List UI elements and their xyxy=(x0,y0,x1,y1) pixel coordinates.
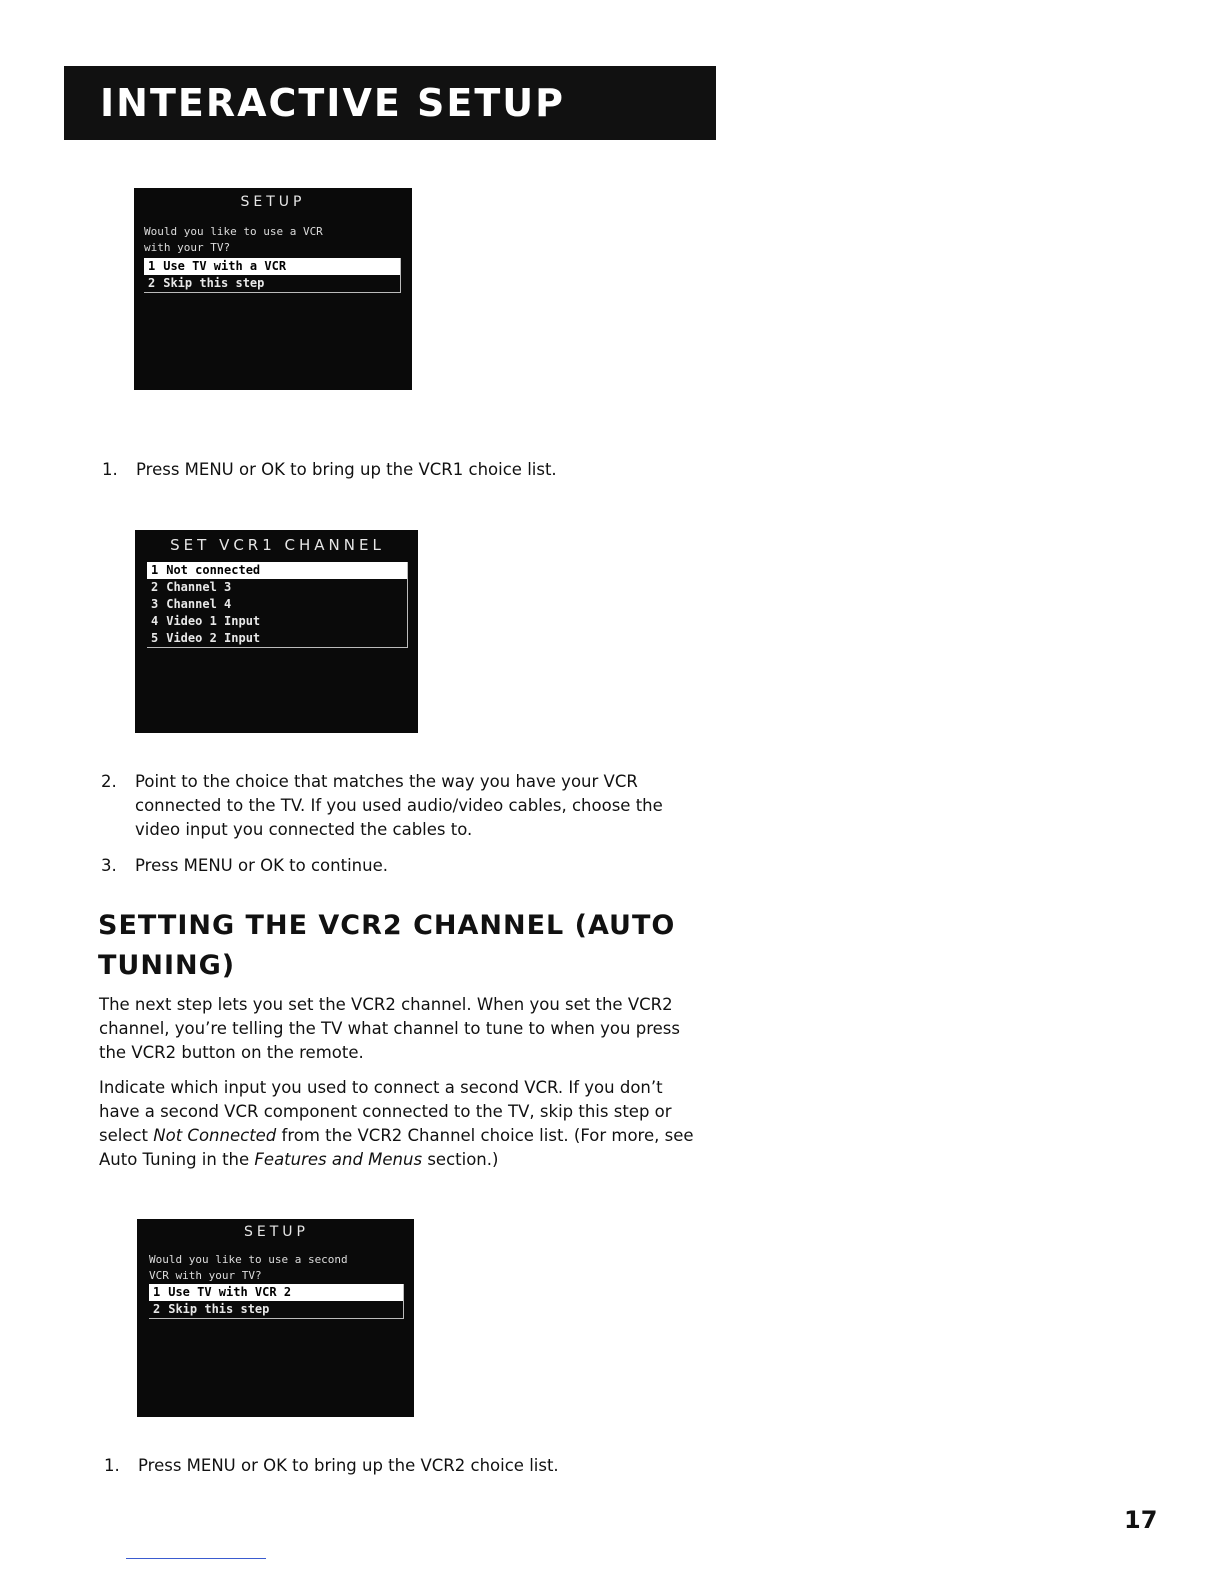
page-number: 17 xyxy=(1124,1506,1158,1534)
menu-item-video-2-input[interactable]: 5 Video 2 Input xyxy=(151,631,261,645)
screen-title: SETUP xyxy=(244,1224,309,1240)
menu-list xyxy=(149,1284,404,1319)
tv-screen-setup-vcr xyxy=(134,188,412,390)
menu-item-use-vcr2[interactable]: 1 Use TV with VCR 2 xyxy=(149,1284,403,1301)
tv-screen-set-vcr1-channel xyxy=(135,530,418,733)
step-1: 1. Press MENU or OK to bring up the VCR1 choice list. xyxy=(102,460,557,479)
menu-list xyxy=(144,258,401,293)
step-2-line-3: video input you connected the cables to. xyxy=(135,820,473,839)
menu-item-not-connected[interactable]: 1 Not connected xyxy=(147,562,407,579)
step-2: 2. Point to the choice that matches the way you have your VCR connected to the TV. If you used audio/video cables, choose the video input you connected the cables to. xyxy=(101,770,801,842)
paragraph-2: Indicate which input you used to connect a second VCR. If you don’t have a second VCR component connected to the TV, skip this step or select Not Connected from the VCR2 Channel choice list. (For more, see Auto Tuning in the Features and Menus section.) xyxy=(99,1078,694,1169)
step-3: 3. Press MENU or OK to continue. xyxy=(101,856,388,875)
screen-question: Would you like to use a second VCR with your TV? xyxy=(149,1253,348,1282)
menu-item-use-vcr[interactable]: 1 Use TV with a VCR xyxy=(144,258,400,275)
step-2-line-2: connected to the TV. If you used audio/video cables, choose the xyxy=(135,796,663,815)
menu-item-channel-4[interactable]: 3 Channel 4 xyxy=(151,597,232,611)
step-2-line-1: Point to the choice that matches the way you have your VCR xyxy=(135,772,638,791)
menu-item-skip[interactable]: 2 Skip this step xyxy=(148,276,265,290)
section-heading: SETTING THE VCR2 CHANNEL (AUTO TUNING) xyxy=(98,910,676,981)
paragraph-1: The next step lets you set the VCR2 channel. When you set the VCR2 channel, you’re telling the TV what channel to tune to when you press the VCR2 button on the remote. xyxy=(99,995,680,1062)
tv-screen-setup-vcr2 xyxy=(137,1219,414,1417)
menu-item-skip[interactable]: 2 Skip this step xyxy=(153,1302,270,1316)
screen-title: SETUP xyxy=(240,194,306,210)
footer-divider xyxy=(126,1558,266,1559)
menu-list xyxy=(147,562,408,648)
screen-title: SET VCR1 CHANNEL xyxy=(170,536,385,554)
section-header xyxy=(64,66,716,140)
menu-item-video-1-input[interactable]: 4 Video 1 Input xyxy=(151,614,261,628)
screen-question: Would you like to use a VCR with your TV? xyxy=(144,225,323,254)
section-header-title: INTERACTIVE SETUP xyxy=(100,81,565,125)
menu-item-channel-3[interactable]: 2 Channel 3 xyxy=(151,580,232,594)
step-vcr2-1: 1. Press MENU or OK to bring up the VCR2 choice list. xyxy=(104,1456,559,1475)
